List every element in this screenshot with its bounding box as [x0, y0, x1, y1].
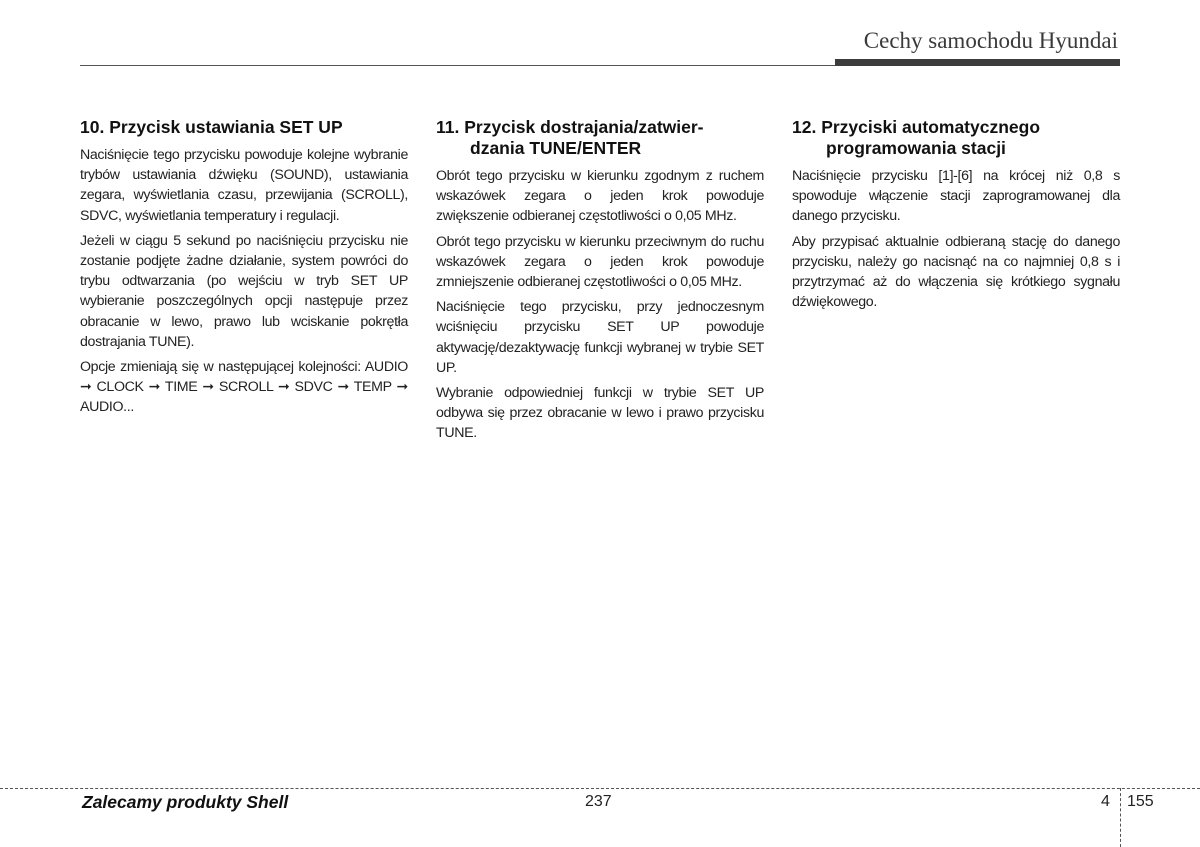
section-12: [792, 117, 1120, 317]
paragraph: Naciśnięcie przycisku [1]-[6] na krócej niż 0,8 s spowoduje włączenie stacji zaprogramowanej dla danego przycisku.: [792, 168, 1120, 225]
paragraph: Obrót tego przycisku w kierunku przeciwnym do ruchu wskazówek zegara o jeden krok powoduje zmniejszenie odbieranej częstotliwości o 0,05 MHz.: [436, 233, 764, 291]
section-heading-line2: programowania stacji: [826, 138, 1006, 158]
paragraph: Naciśnięcie tego przycisku powoduje kolejne wybranie trybów ustawiania dźwięku (SOUND), ustawiania zegara, wyświetlania czasu, przewijania (SCROLL), SDVC, wyświetlania temperatury i regulacji.: [80, 147, 408, 224]
paragraph: Obrót tego przycisku w kierunku zgodnym z ruchem wskazówek zegara o jeden krok powoduje zwiększenie odbieranej częstotliwości o 0,05 MHz.: [436, 168, 764, 225]
section-10: [80, 117, 408, 423]
paragraph: Aby przypisać aktualnie odbieraną stację do danego przycisku, należy go nacisnąć na co najmniej 0,8 s i przytrzymać aż do włączenia się krótkiego sygnału dźwiękowego.: [792, 233, 1120, 311]
section-heading: [436, 117, 764, 159]
footer-dashed-rule: [0, 788, 1200, 789]
section-heading: [80, 117, 408, 138]
paragraph: Naciśnięcie tego przycisku, przy jednoczesnym wciśnięciu przycisku SET UP powoduje aktywację/dezaktywację funkcji wybranej w trybie SET UP.: [436, 299, 764, 376]
footer-dashed-divider: [1120, 788, 1121, 847]
footer-page-number: 237: [585, 793, 612, 810]
footer-chapter-number: 4: [1101, 793, 1110, 810]
footer-section-page: 155: [1127, 793, 1154, 810]
section-heading-line1: 12. Przyciski automatycznego: [792, 117, 1041, 137]
footer-shell-text: Zalecamy produkty Shell: [82, 792, 289, 812]
section-11: [436, 117, 764, 449]
paragraph: Opcje zmieniają się w następującej kolejności: AUDIO ➞ CLOCK ➞ TIME ➞ SCROLL ➞ SDVC ➞ TEMP ➞ AUDIO...: [80, 359, 408, 416]
section-heading-line2: dzania TUNE/ENTER: [470, 138, 642, 158]
paragraph: Wybranie odpowiedniej funkcji w trybie SET UP odbywa się przez obracanie w lewo i prawo przycisku TUNE.: [436, 385, 764, 442]
paragraph: Jeżeli w ciągu 5 sekund po naciśnięciu przycisku nie zostanie podjęte żadne działanie, system powróci do trybu odtwarzania (po wejściu w tryb SET UP wybieranie poszczególnych opcji następuje przez obracanie w lewo, prawo lub wciskanie pokrętła dostrajania TUNE).: [80, 232, 408, 350]
section-heading: [792, 117, 1120, 159]
header-title: Cechy samochodu Hyundai: [863, 28, 1118, 53]
section-heading-line1: 11. Przycisk dostrajania/zatwier-: [436, 117, 704, 137]
section-heading-line1: 10. Przycisk ustawiania SET UP: [80, 117, 343, 137]
header-accent-bar: [835, 59, 1120, 66]
